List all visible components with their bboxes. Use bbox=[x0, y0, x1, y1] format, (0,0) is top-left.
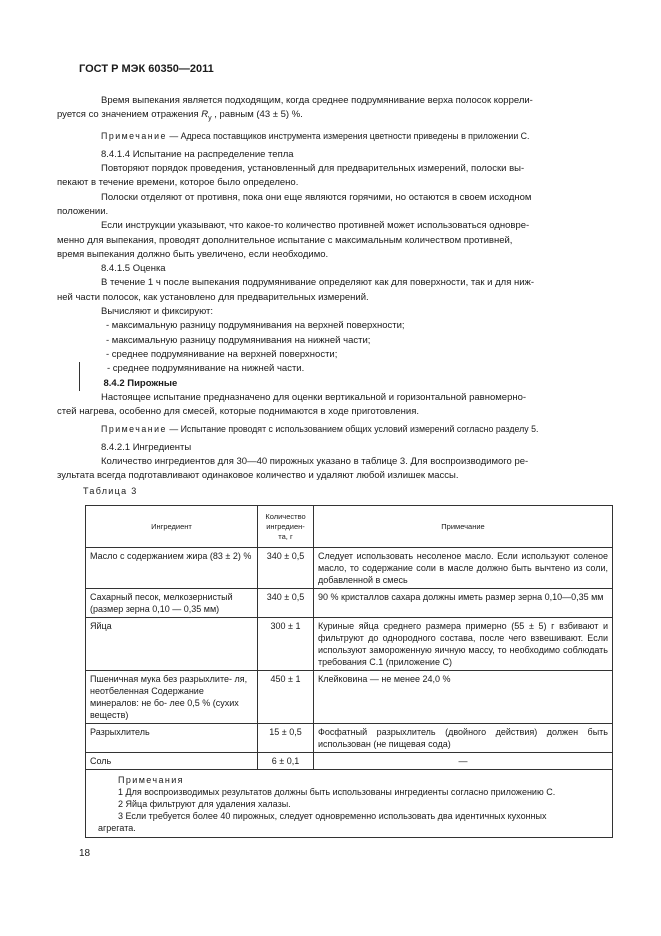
note-item-continuation: агрегата. bbox=[98, 823, 136, 833]
paragraph: Полоски отделяют от противня, пока они еще являются горячими, но остаются в своем исходном положении. bbox=[57, 191, 532, 217]
remark-cell: Следует использовать несоленое масло. Если используют соленое масло, то содержание соли в масле должно быть вычтено из соли, добавленной в смесь bbox=[314, 548, 613, 589]
section-heading: 8.4.2 Пирожные bbox=[79, 377, 613, 391]
table-row bbox=[86, 724, 613, 753]
ingredient-cell: Соль bbox=[86, 753, 258, 770]
remark-cell: 90 % кристаллов сахара должны иметь размер зерна 0,10—0,35 мм bbox=[314, 589, 613, 618]
remark-cell: — bbox=[314, 753, 613, 770]
header-ingredient: Ингредиент bbox=[86, 506, 258, 548]
table-row bbox=[86, 671, 613, 724]
paragraph: Количество ингредиентов для 30—40 пирожных указано в таблице 3. Для воспроизводимого ре- зультата всегда подготавливают одинаковое количество и удаляют любой излишек массы. bbox=[57, 456, 529, 482]
ingredient-cell: Пшеничная мука без разрыхлите- ля, неотбеленная Содержание минералов: не бо- лее 0,5 % (сухих веществ) bbox=[86, 671, 258, 724]
note-item: 3 Если требуется более 40 пирожных, следует одновременно использовать два идентичных кухонных bbox=[118, 811, 547, 821]
paragraph: Если инструкции указывают, что какое-то количество противней может использоваться одновре- менно для выпекания, проводят дополнительное испытание с максимальным количеством противней, время выпекания должно быть увеличено, если необходимо. bbox=[57, 220, 530, 260]
header-quantity: Количество ингредиен- та, г bbox=[258, 506, 314, 548]
section-heading: 8.4.2.1 Ингредиенты bbox=[101, 441, 192, 453]
section-heading: 8.4.1.4 Испытание на распределение тепла bbox=[101, 148, 294, 160]
list-item: - среднее подрумянивание на верхней поверхности; bbox=[106, 348, 338, 360]
table-caption: Таблица 3 bbox=[83, 486, 138, 496]
note: Примечание — Испытание проводят с использованием общих условий измерений согласно разделу 5. bbox=[101, 424, 539, 435]
table-row bbox=[86, 618, 613, 671]
note-item: 2 Яйца фильтруют для удаления халазы. bbox=[118, 799, 291, 809]
ingredient-cell: Масло с содержанием жира (83 ± 2) % bbox=[86, 548, 258, 589]
note: Примечание — Адреса поставщиков инструмента измерения цветности приведены в приложении С. bbox=[101, 131, 530, 142]
ingredient-cell: Яйца bbox=[86, 618, 258, 671]
table-notes bbox=[86, 770, 613, 838]
notes-title: Примечания bbox=[118, 775, 184, 785]
paragraph: Повторяют порядок проведения, установленный для предварительных измерений, полоски вы- пекают в течение времени, которое было определено. bbox=[57, 163, 525, 189]
quantity-cell: 15 ± 0,5 bbox=[258, 724, 314, 753]
quantity-cell: 340 ± 0,5 bbox=[258, 548, 314, 589]
table-row bbox=[86, 753, 613, 770]
table-row bbox=[86, 548, 613, 589]
ingredient-cell: Разрыхлитель bbox=[86, 724, 258, 753]
paragraph: Настоящее испытание предназначено для оценки вертикальной и горизонтальной равномерно- стей нагрева, особенно для смесей, которые поднимаются в ходе приготовления. bbox=[57, 391, 527, 418]
page-number: 18 bbox=[79, 848, 91, 859]
table-row bbox=[86, 589, 613, 618]
section-heading: 8.4.1.5 Оценка bbox=[101, 263, 166, 275]
paragraph: Время выпекания является подходящим, когда среднее подрумянивание верха полосок коррели- руется со значением отражения $R_y$ , равным (43 ± 5) %. bbox=[57, 95, 533, 123]
remark-cell: Клейковина — не менее 24,0 % bbox=[314, 671, 613, 724]
quantity-cell: 6 ± 0,1 bbox=[258, 753, 314, 770]
body-text bbox=[57, 94, 613, 484]
list-item: - среднее подрумянивание на нижней части. bbox=[79, 362, 613, 376]
table-notes-row bbox=[86, 770, 613, 838]
quantity-cell: 450 ± 1 bbox=[258, 671, 314, 724]
paragraph: В течение 1 ч после выпекания подрумянивание определяют как для поверхности, так и для ниж- ней части полосок, как установлено для предварительных измерений. bbox=[57, 277, 535, 303]
ingredients-table bbox=[85, 505, 613, 838]
remark-cell: Куриные яйца среднего размера примерно (55 ± 5) г взбивают и фильтруют до однородного состава, после чего взвешивают. Если используют замороженную яичную массу, то необходимо соблюдать требования С.1 (приложение С) bbox=[314, 618, 613, 671]
quantity-cell: 340 ± 0,5 bbox=[258, 589, 314, 618]
header-remark: Примечание bbox=[314, 506, 613, 548]
table-header-row bbox=[86, 506, 613, 548]
note-item: 1 Для воспроизводимых результатов должны быть использованы ингредиенты согласно приложению С. bbox=[118, 787, 556, 797]
paragraph: Вычисляют и фиксируют: bbox=[101, 306, 213, 318]
list-item: - максимальную разницу подрумянивания на нижней части; bbox=[106, 334, 371, 346]
quantity-cell: 300 ± 1 bbox=[258, 618, 314, 671]
ingredient-cell: Сахарный песок, мелкозернистый (размер зерна 0,10 — 0,35 мм) bbox=[86, 589, 258, 618]
document-header: ГОСТ Р МЭК 60350—2011 bbox=[79, 63, 214, 75]
remark-cell: Фосфатный разрыхлитель (двойного действия) должен быть использован (не пищевая сода) bbox=[314, 724, 613, 753]
list-item: - максимальную разницу подрумянивания на верхней поверхности; bbox=[106, 320, 405, 332]
